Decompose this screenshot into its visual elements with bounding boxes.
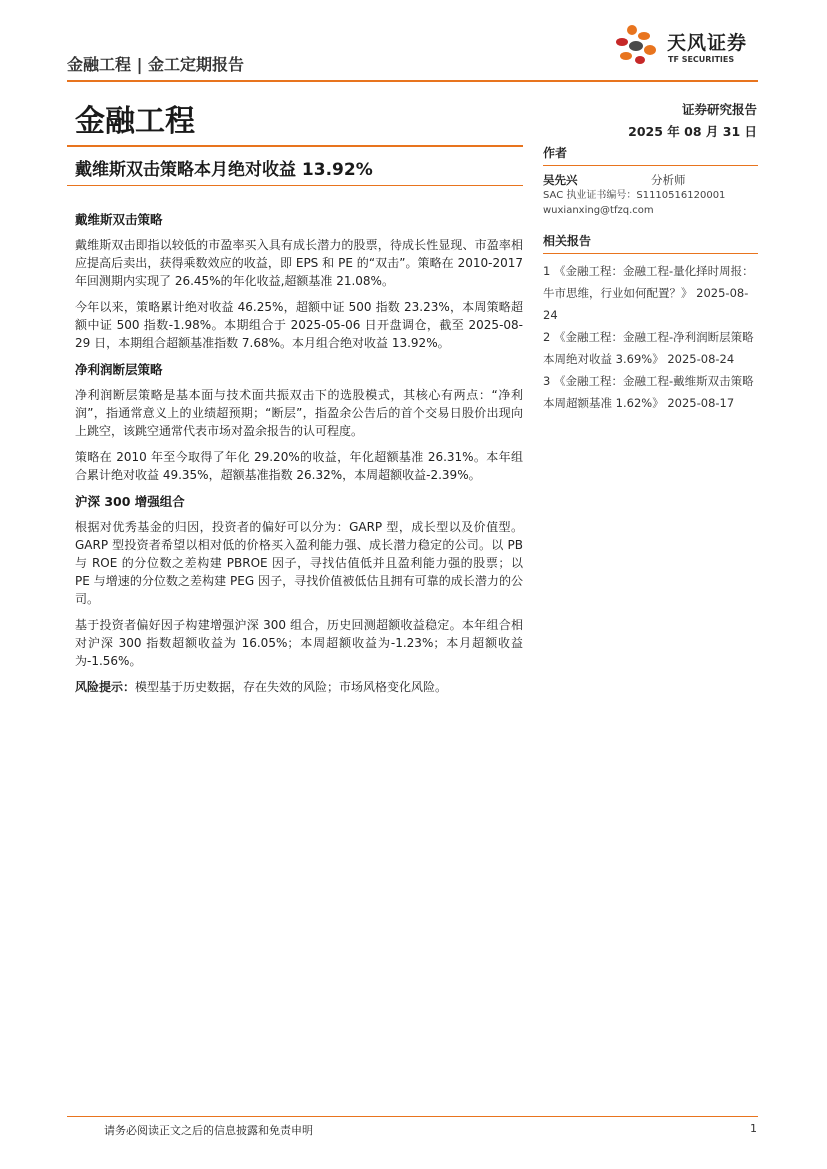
paragraph: 基于投资者偏好因子构建增强沪深 300 组合，历史回测超额收益稳定。本年组合相对沪深 300 指数超额收益为 16.05%；本周超额收益为-1.23%；本月超额收益为-1.56%。 (75, 618, 523, 668)
author-role: 分析师 (651, 173, 686, 187)
related-divider (543, 253, 758, 254)
author-name: 吴先兴 (543, 173, 578, 187)
company-logo (610, 20, 760, 72)
author-divider (543, 165, 758, 166)
logo-name-cn: 天风证券 (667, 32, 748, 54)
logo-mark-icon (610, 20, 662, 72)
section-hs300-enhanced (75, 492, 523, 670)
paragraph: 净利润断层策略是基本面与技术面共振双击下的选股模式，其核心有两点：“净利润”，指通常意义上的业绩超预期；“断层”，指盈余公告后的首个交易日股价出现向上跳空，该跳空通常代表市场对盈余报告的认可程度。 (75, 388, 523, 438)
author-heading: 作者 (543, 146, 568, 160)
section-davis (75, 210, 523, 352)
related-report-item[interactable]: 2 《金融工程：金融工程-净利润断层策略本周绝对收益 3.69%》 2025-08-24 (543, 330, 754, 366)
author-panel (543, 144, 758, 218)
footer-divider (67, 1116, 758, 1117)
report-date: 2025 年 08 月 31 日 (628, 124, 757, 139)
risk-notice (75, 678, 523, 696)
related-reports-panel (543, 232, 758, 414)
header-label: 金融工程 | 金工定期报告 (67, 55, 244, 74)
paragraph: 今年以来，策略累计绝对收益 46.25%，超额中证 500 指数 23.23%，本周策略超额中证 500 指数-1.98%。本期组合于 2025-05-06 日开盘调仓，截至 2025-08-29 日，本期组合超额基准指数 7.68%。本月组合绝对收益 13.92%。 (75, 300, 523, 350)
page-title: 戴维斯双击策略本月绝对收益 13.92% (75, 160, 373, 180)
section-heading: 沪深 300 增强组合 (75, 494, 185, 509)
section-profit-gap (75, 360, 523, 484)
related-report-item[interactable]: 1 《金融工程：金融工程-量化择时周报：牛市思维，行业如何配置？》 2025-08-24 (543, 264, 754, 322)
related-report-item[interactable]: 3 《金融工程：金融工程-戴维斯双击策略本周超额基准 1.62%》 2025-08-17 (543, 374, 754, 410)
risk-label: 风险提示： (75, 680, 136, 694)
risk-text: 模型基于历史数据，存在失效的风险；市场风格变化风险。 (135, 680, 448, 694)
title-divider-top (67, 145, 523, 147)
page-number: 1 (750, 1122, 757, 1135)
main-content (75, 210, 523, 704)
author-sac-number: SAC 执业证书编号：S1110516120001 (543, 190, 726, 201)
author-email[interactable]: wuxianxing@tfzq.com (543, 205, 654, 216)
footer-disclaimer: 请务必阅读正文之后的信息披露和免责申明 (104, 1124, 313, 1137)
section-heading: 净利润断层策略 (75, 362, 163, 377)
report-category: 金融工程 (75, 104, 195, 139)
title-divider-bottom (67, 185, 523, 186)
paragraph: 戴维斯双击即指以较低的市盈率买入具有成长潜力的股票，待成长性显现、市盈率相应提高后卖出，获得乘数效应的收益，即 EPS 和 PE 的“双击”。策略在 2010-2017 年回测期内实现了 26.45%的年化收益,超额基准 21.08%。 (75, 238, 523, 288)
header-divider (67, 80, 758, 82)
related-heading: 相关报告 (543, 234, 592, 248)
logo-name-en: TF SECURITIES (668, 55, 735, 64)
report-type: 证券研究报告 (681, 102, 757, 117)
section-heading: 戴维斯双击策略 (75, 212, 163, 227)
paragraph: 策略在 2010 年至今取得了年化 29.20%的收益，年化超额基准 26.31%。本年组合累计绝对收益 49.35%，超额基准指数 26.32%，本周超额收益-2.39%。 (75, 450, 523, 482)
paragraph: 根据对优秀基金的归因，投资者的偏好可以分为：GARP 型，成长型以及价值型。GARP 型投资者希望以相对低的价格买入盈利能力强、成长潜力稳定的公司。以 PB 与 ROE 的分位数之差构建 PBROE 因子，寻找估值低并且盈利能力强的股票；以 PE 与增速的分位数之差构建 PEG 因子，寻找价值被低估且拥有可靠的成长潜力的公司。 (75, 520, 523, 606)
